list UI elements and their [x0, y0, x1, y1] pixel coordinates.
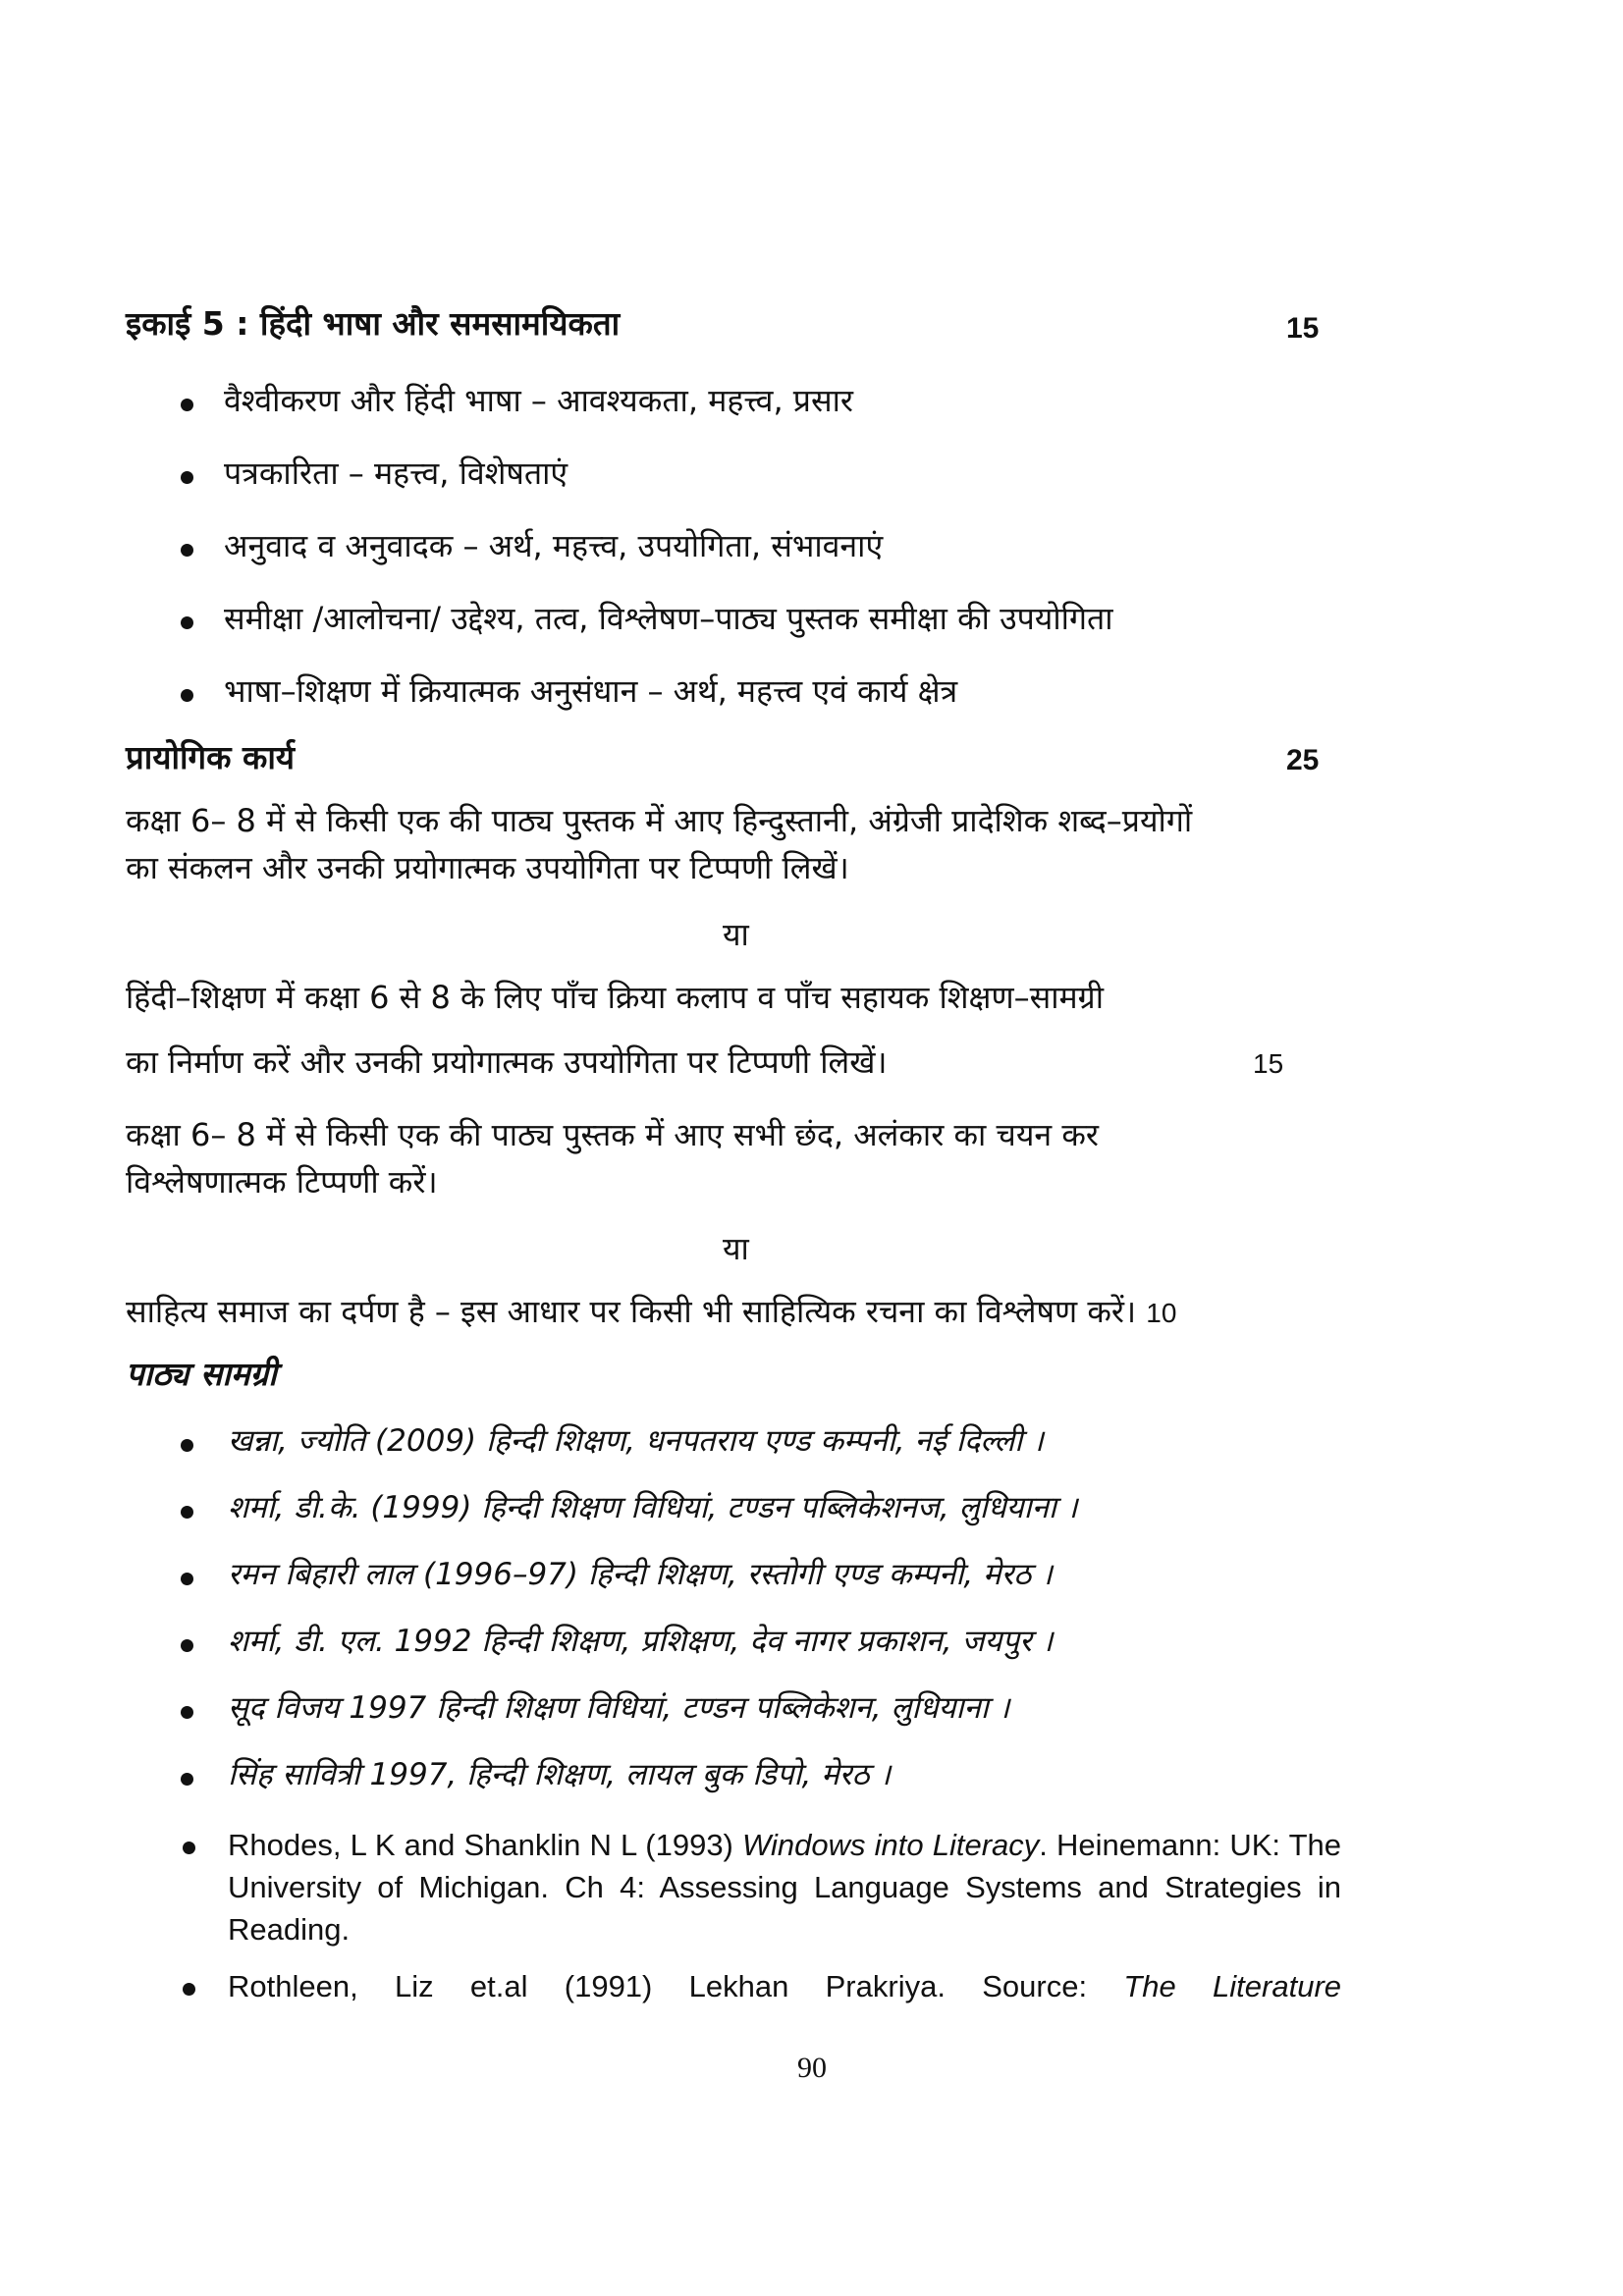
- bullet-icon: [181, 471, 193, 484]
- bullet-icon: [181, 1573, 193, 1585]
- bullet-icon: [181, 1706, 193, 1719]
- bullet-icon: [183, 1842, 195, 1854]
- list-item: शर्मा, डी.के. (1999) हिन्दी शिक्षण विधियां, टण्डन पब्लिकेशनज, लुधियाना ।: [228, 1490, 1078, 1525]
- unit5-marks: 15: [1286, 312, 1320, 345]
- list-item: [228, 1824, 1341, 1950]
- practical-para1-line2: का संकलन और उनकी प्रयोगात्मक उपयोगिता पर टिप्पणी लिखें।: [126, 849, 849, 886]
- practical-para4-marks: 10: [1146, 1298, 1177, 1328]
- list-item: [228, 1965, 1341, 2007]
- or-divider: या: [723, 916, 749, 953]
- readings-title: पाठ्य सामग्री: [126, 1355, 277, 1393]
- list-item: पत्रकारिता – महत्त्व, विशेषताएं: [224, 454, 568, 492]
- practical-title: प्रायोगिक कार्य: [126, 738, 296, 776]
- reference-book-title: The Literature: [1123, 1969, 1342, 2003]
- list-item: खन्ना, ज्योति (2009) हिन्दी शिक्षण, धनपतराय एण्ड कम्पनी, नई दिल्ली ।: [228, 1423, 1044, 1459]
- reference-text: Rothleen, Liz et.al (1991) Lekhan Prakriya. Source:: [228, 1969, 1124, 2003]
- practical-para4-text: साहित्य समाज का दर्पण है – इस आधार पर किसी भी साहित्यिक रचना का विश्लेषण करें।: [126, 1293, 1137, 1330]
- list-item: सिंह सावित्री 1997, हिन्दी शिक्षण, लायल बुक डिपो, मेरठ ।: [228, 1757, 892, 1792]
- practical-para4: [126, 1290, 1176, 1332]
- bullet-icon: [181, 1639, 193, 1652]
- list-item: भाषा–शिक्षण में क्रियात्मक अनुसंधान – अर्थ, महत्त्व एवं कार्य क्षेत्र: [224, 672, 958, 710]
- practical-para3-line1: कक्षा 6– 8 में से किसी एक की पाठ्य पुस्तक में आए सभी छंद, अलंकार का चयन कर: [126, 1116, 1099, 1153]
- bullet-icon: [183, 1983, 195, 1996]
- or-divider: या: [723, 1230, 749, 1267]
- list-item: शर्मा, डी. एल. 1992 हिन्दी शिक्षण, प्रशिक्षण, देव नागर प्रकाशन, जयपुर ।: [228, 1624, 1054, 1659]
- bullet-icon: [181, 616, 193, 629]
- unit5-title: इकाई 5 : हिंदी भाषा और समसामयिकता: [126, 304, 621, 343]
- practical-para1-line1: कक्षा 6– 8 में से किसी एक की पाठ्य पुस्तक में आए हिन्दुस्तानी, अंग्रेजी प्रादेशिक शब्द–प्रयोगों: [126, 802, 1193, 839]
- list-item: रमन बिहारी लाल (1996–97) हिन्दी शिक्षण, रस्तोगी एण्ड कम्पनी, मेरठ ।: [228, 1557, 1053, 1592]
- list-item: अनुवाद व अनुवादक – अर्थ, महत्त्व, उपयोगिता, संभावनाएं: [224, 527, 884, 564]
- reference-text: . Heinemann: UK: The University of Michigan. Ch 4: Assessing Language Systems and Strategies in Reading.: [228, 1828, 1341, 1947]
- list-item: वैश्वीकरण और हिंदी भाषा – आवश्यकता, महत्त्व, प्रसार: [224, 382, 854, 419]
- list-item: समीक्षा /आलोचना/ उद्देश्य, तत्व, विश्लेषण–पाठ्य पुस्तक समीक्षा की उपयोगिता: [224, 600, 1113, 637]
- bullet-icon: [181, 1506, 193, 1519]
- bullet-icon: [181, 544, 193, 557]
- reference-book-title: Windows into Literacy: [742, 1828, 1040, 1862]
- practical-para2-line2: का निर्माण करें और उनकी प्रयोगात्मक उपयोगिता पर टिप्पणी लिखें।: [126, 1043, 888, 1081]
- page-number: 90: [797, 2052, 827, 2084]
- practical-para3-line2: विश्लेषणात्मक टिप्पणी करें।: [126, 1163, 438, 1201]
- practical-marks: 25: [1286, 744, 1320, 776]
- bullet-icon: [181, 1773, 193, 1786]
- reference-text: Rhodes, L K and Shanklin N L (1993): [228, 1828, 743, 1862]
- bullet-icon: [181, 689, 193, 702]
- list-item: सूद विजय 1997 हिन्दी शिक्षण विधियां, टण्डन पब्लिकेशन, लुधियाना ।: [228, 1690, 1010, 1726]
- practical-para2-line1: हिंदी–शिक्षण में कक्षा 6 से 8 के लिए पाँच क्रिया कलाप व पाँच सहायक शिक्षण–सामग्री: [126, 979, 1105, 1016]
- bullet-icon: [181, 399, 193, 411]
- bullet-icon: [181, 1439, 193, 1452]
- practical-para2-marks: 15: [1253, 1048, 1284, 1079]
